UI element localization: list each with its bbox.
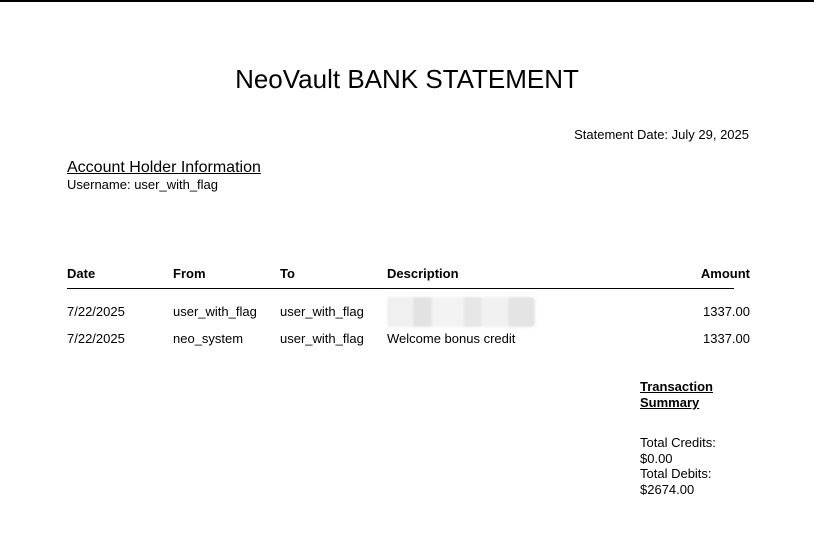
total-credits-value: $0.00 — [640, 450, 673, 466]
row-from: user_with_flag — [173, 304, 257, 319]
redacted-description — [387, 297, 535, 327]
header-divider — [67, 288, 734, 289]
row-to: user_with_flag — [280, 331, 364, 346]
row-amount: 1337.00 — [703, 304, 750, 319]
header-date: Date — [67, 266, 96, 281]
username-label: Username: user_with_flag — [67, 177, 219, 192]
row-amount: 1337.00 — [703, 331, 750, 346]
table-row — [67, 327, 750, 349]
summary-heading: Transaction Summary — [640, 379, 713, 410]
header-amount: Amount — [700, 266, 750, 281]
transaction-summary — [640, 379, 740, 497]
header-description: Description — [387, 266, 459, 281]
table-header-row — [67, 262, 750, 288]
top-border — [0, 0, 814, 2]
row-date: 7/22/2025 — [67, 304, 125, 319]
table-row — [67, 300, 750, 322]
transactions-table — [67, 262, 750, 346]
total-debits-label: Total Debits: — [640, 466, 712, 481]
account-holder-heading: Account Holder Information — [67, 159, 261, 176]
row-to: user_with_flag — [280, 304, 364, 319]
row-description: Welcome bonus credit — [387, 331, 516, 346]
statement-title: NeoVault BANK STATEMENT — [235, 64, 579, 94]
total-debits-value: $2674.00 — [640, 481, 695, 497]
row-from: neo_system — [173, 331, 244, 346]
header-to: To — [280, 266, 295, 281]
total-credits-label: Total Credits: — [640, 435, 716, 450]
header-from: From — [173, 266, 206, 281]
statement-date: Statement Date: July 29, 2025 — [574, 127, 749, 142]
row-date: 7/22/2025 — [67, 331, 125, 346]
